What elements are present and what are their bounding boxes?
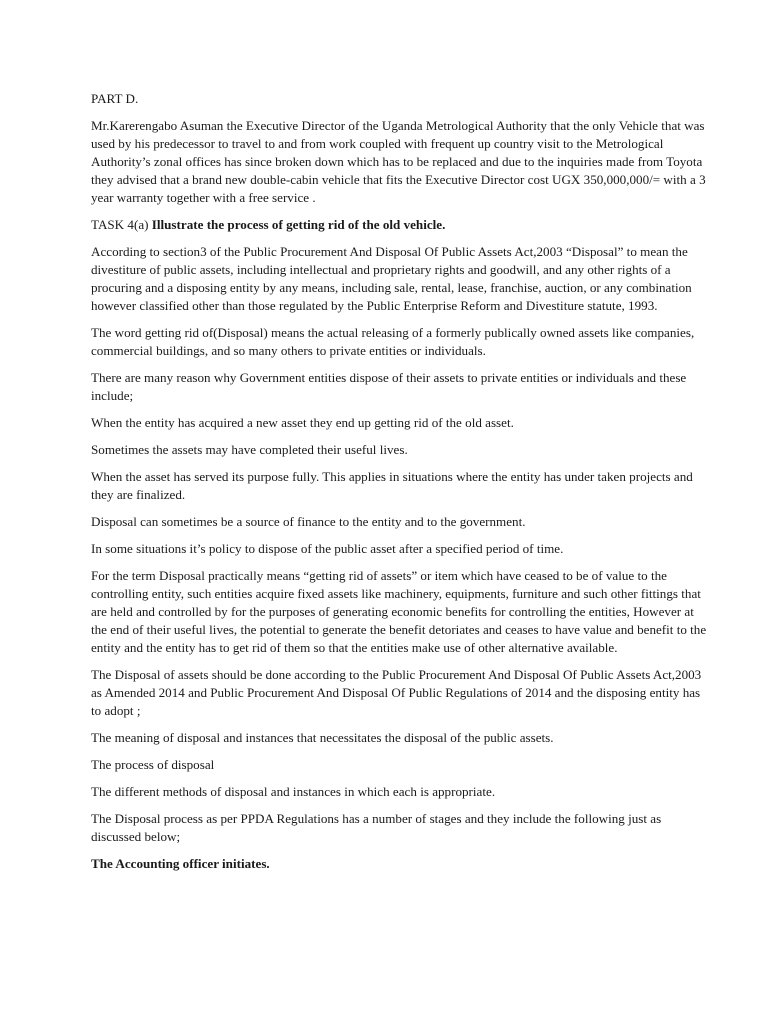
reason-purpose-served: When the asset has served its purpose fully. This applies in situations where the entity has under taken projects and they are finalized. bbox=[91, 469, 693, 502]
task-label: TASK 4(a) bbox=[91, 217, 152, 232]
reason-new-asset: When the entity has acquired a new asset they end up getting rid of the old asset. bbox=[91, 415, 514, 430]
definition-paragraph: According to section3 of the Public Procurement And Disposal Of Public Assets Act,2003 “Disposal” to mean the divestiture of public assets, including intellectual and proprietary rights and goodwill, and any other rights of a procuring and a disposing entity by any means, including sale, rental, lease, franchise, auction, or any combination however classified other than those regulated by the Public Enterprise Reform and Divestiture statute, 1993. bbox=[91, 244, 692, 313]
stage-heading: The Accounting officer initiates. bbox=[91, 856, 270, 871]
stages-intro-paragraph: The Disposal process as per PPDA Regulations has a number of stages and they include the following just as discussed below; bbox=[91, 811, 662, 844]
task-question: Illustrate the process of getting rid of the old vehicle. bbox=[151, 217, 446, 232]
part-heading: PART D. bbox=[91, 91, 139, 106]
adopt-item-methods: The different methods of disposal and instances in which each is appropriate. bbox=[91, 784, 496, 799]
reason-policy: In some situations it’s policy to dispose of the public asset after a specified period of time. bbox=[91, 541, 564, 556]
legal-basis-paragraph: The Disposal of assets should be done according to the Public Procurement And Disposal Of Public Assets Act,2003 as Amended 2014 and Public Procurement And Disposal Of Public Regulations of 2014 and the disposing entity has to adopt ; bbox=[91, 667, 702, 718]
reason-finance: Disposal can sometimes be a source of finance to the entity and to the government. bbox=[91, 514, 526, 529]
adopt-item-meaning: The meaning of disposal and instances that necessitates the disposal of the public assets. bbox=[91, 730, 554, 745]
meaning-paragraph: The word getting rid of(Disposal) means the actual releasing of a formerly publically owned assets like companies, commercial buildings, and so many others to private entities or individuals. bbox=[91, 325, 695, 358]
adopt-item-process: The process of disposal bbox=[91, 757, 215, 772]
task-paragraph bbox=[91, 216, 711, 234]
scenario-paragraph: Mr.Karerengabo Asuman the Executive Director of the Uganda Metrological Authority that the only Vehicle that was used by his predecessor to travel to and from work coupled with frequent up country visit to the Metrological Authority’s zonal offices has since broken down which has to be replaced and due to the inquiries made from Toyota they advised that a brand new double-cabin vehicle that fits the Executive Director cost UGX 350,000,000/= with a 3 year warranty together with a free service . bbox=[91, 118, 706, 205]
reason-useful-life: Sometimes the assets may have completed their useful lives. bbox=[91, 442, 408, 457]
reasons-intro-paragraph: There are many reason why Government entities dispose of their assets to private entities or individuals and these include; bbox=[91, 370, 687, 403]
document-page bbox=[91, 90, 711, 882]
disposal-explanation-paragraph: For the term Disposal practically means “getting rid of assets” or item which have ceased to be of value to the controlling entity, such entities acquire fixed assets like machinery, equipments, furniture and such other fittings that are held and controlled by for the purposes of generating economic benefits for controlling the entities, However at the end of their useful lives, the potential to generate the benefit detoriates and ceases to have value and benefit to the entity and the entity has to get rid of them so that the entities make use of other alternative available. bbox=[91, 568, 707, 655]
